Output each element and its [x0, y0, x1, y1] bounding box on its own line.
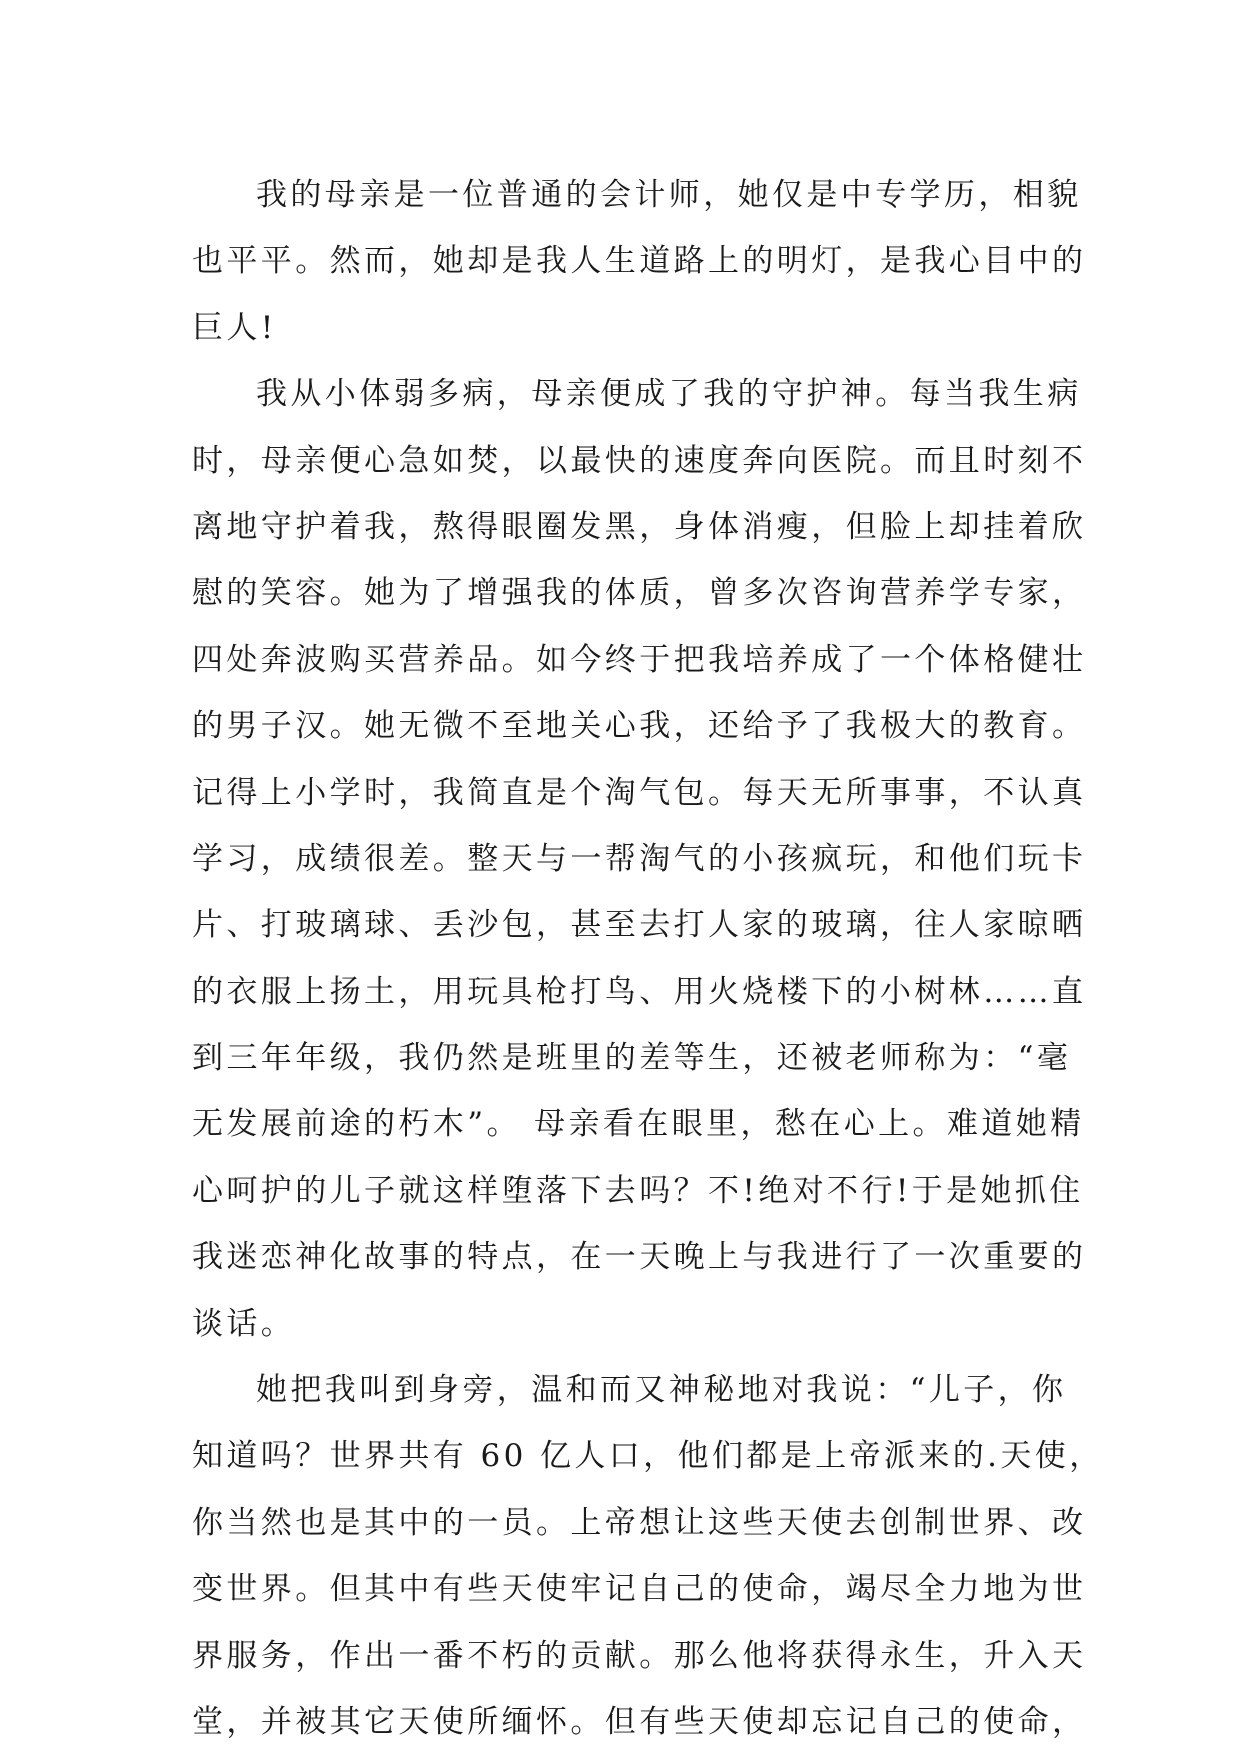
text-line: 四处奔波购买营养品。如今终于把我培养成了一个体格健壮: [192, 641, 1087, 678]
text-line: 离地守护着我，熬得眼圈发黑，身体消瘦，但脸上却挂着欣: [192, 508, 1087, 545]
text-line: 你当然也是其中的一员。上帝想让这些天使去创制世界、改: [192, 1504, 1087, 1541]
text-line: 到三年年级，我仍然是班里的差等生，还被老师称为：“毫: [192, 1040, 1072, 1077]
text-line: 变世界。但其中有些天使牢记自己的使命，竭尽全力地为世: [192, 1571, 1087, 1608]
text-line: 也平平。然而，她却是我人生道路上的明灯，是我心目中的: [192, 243, 1087, 280]
text-line: 时，母亲便心急如焚，以最快的速度奔向医院。而且时刻不: [192, 442, 1087, 479]
text-line: 心呵护的儿子就这样堕落下去吗？不!绝对不行!于是她抓住: [192, 1172, 1084, 1209]
text-line: 的衣服上扬土，用玩具枪打鸟、用火烧楼下的小树林……直: [192, 973, 1087, 1010]
text-line: 记得上小学时，我简直是个淘气包。每天无所事事，不认真: [192, 774, 1087, 811]
text-line: 无发展前途的朽木”。 母亲看在眼里，愁在心上。难道她精: [192, 1106, 1085, 1143]
text-line: 巨人!: [192, 309, 277, 346]
text-line: 知道吗？世界共有 60 亿人口，他们都是上帝派来的.天使，: [192, 1438, 1104, 1475]
text-line: 的男子汉。她无微不至地关心我，还给予了我极大的教育。: [192, 708, 1087, 745]
text-line: 我从小体弱多病，母亲便成了我的守护神。每当我生病: [256, 376, 1082, 413]
text-line: 片、打玻璃球、丢沙包，甚至去打人家的玻璃，往人家晾晒: [192, 907, 1087, 944]
text-line: 慰的笑容。她为了增强我的体质，曾多次咨询营养学专家，: [192, 575, 1087, 612]
text-line: 我的母亲是一位普通的会计师，她仅是中专学历，相貌: [256, 177, 1082, 213]
text-line: 我迷恋神化故事的特点，在一天晚上与我进行了一次重要的: [192, 1239, 1087, 1276]
document-body: [192, 162, 1104, 1755]
text-line: 堂，并被其它天使所缅怀。但有些天使却忘记自己的使命，: [192, 1703, 1087, 1740]
text-line: 界服务，作出一番不朽的贡献。那么他将获得永生，升入天: [192, 1637, 1087, 1674]
text-line: 学习，成绩很差。整天与一帮淘气的小孩疯玩，和他们玩卡: [192, 840, 1087, 877]
text-line: 她把我叫到身旁，温和而又神秘地对我说：“儿子，你: [256, 1372, 1067, 1409]
text-line: 谈话。: [192, 1305, 296, 1342]
